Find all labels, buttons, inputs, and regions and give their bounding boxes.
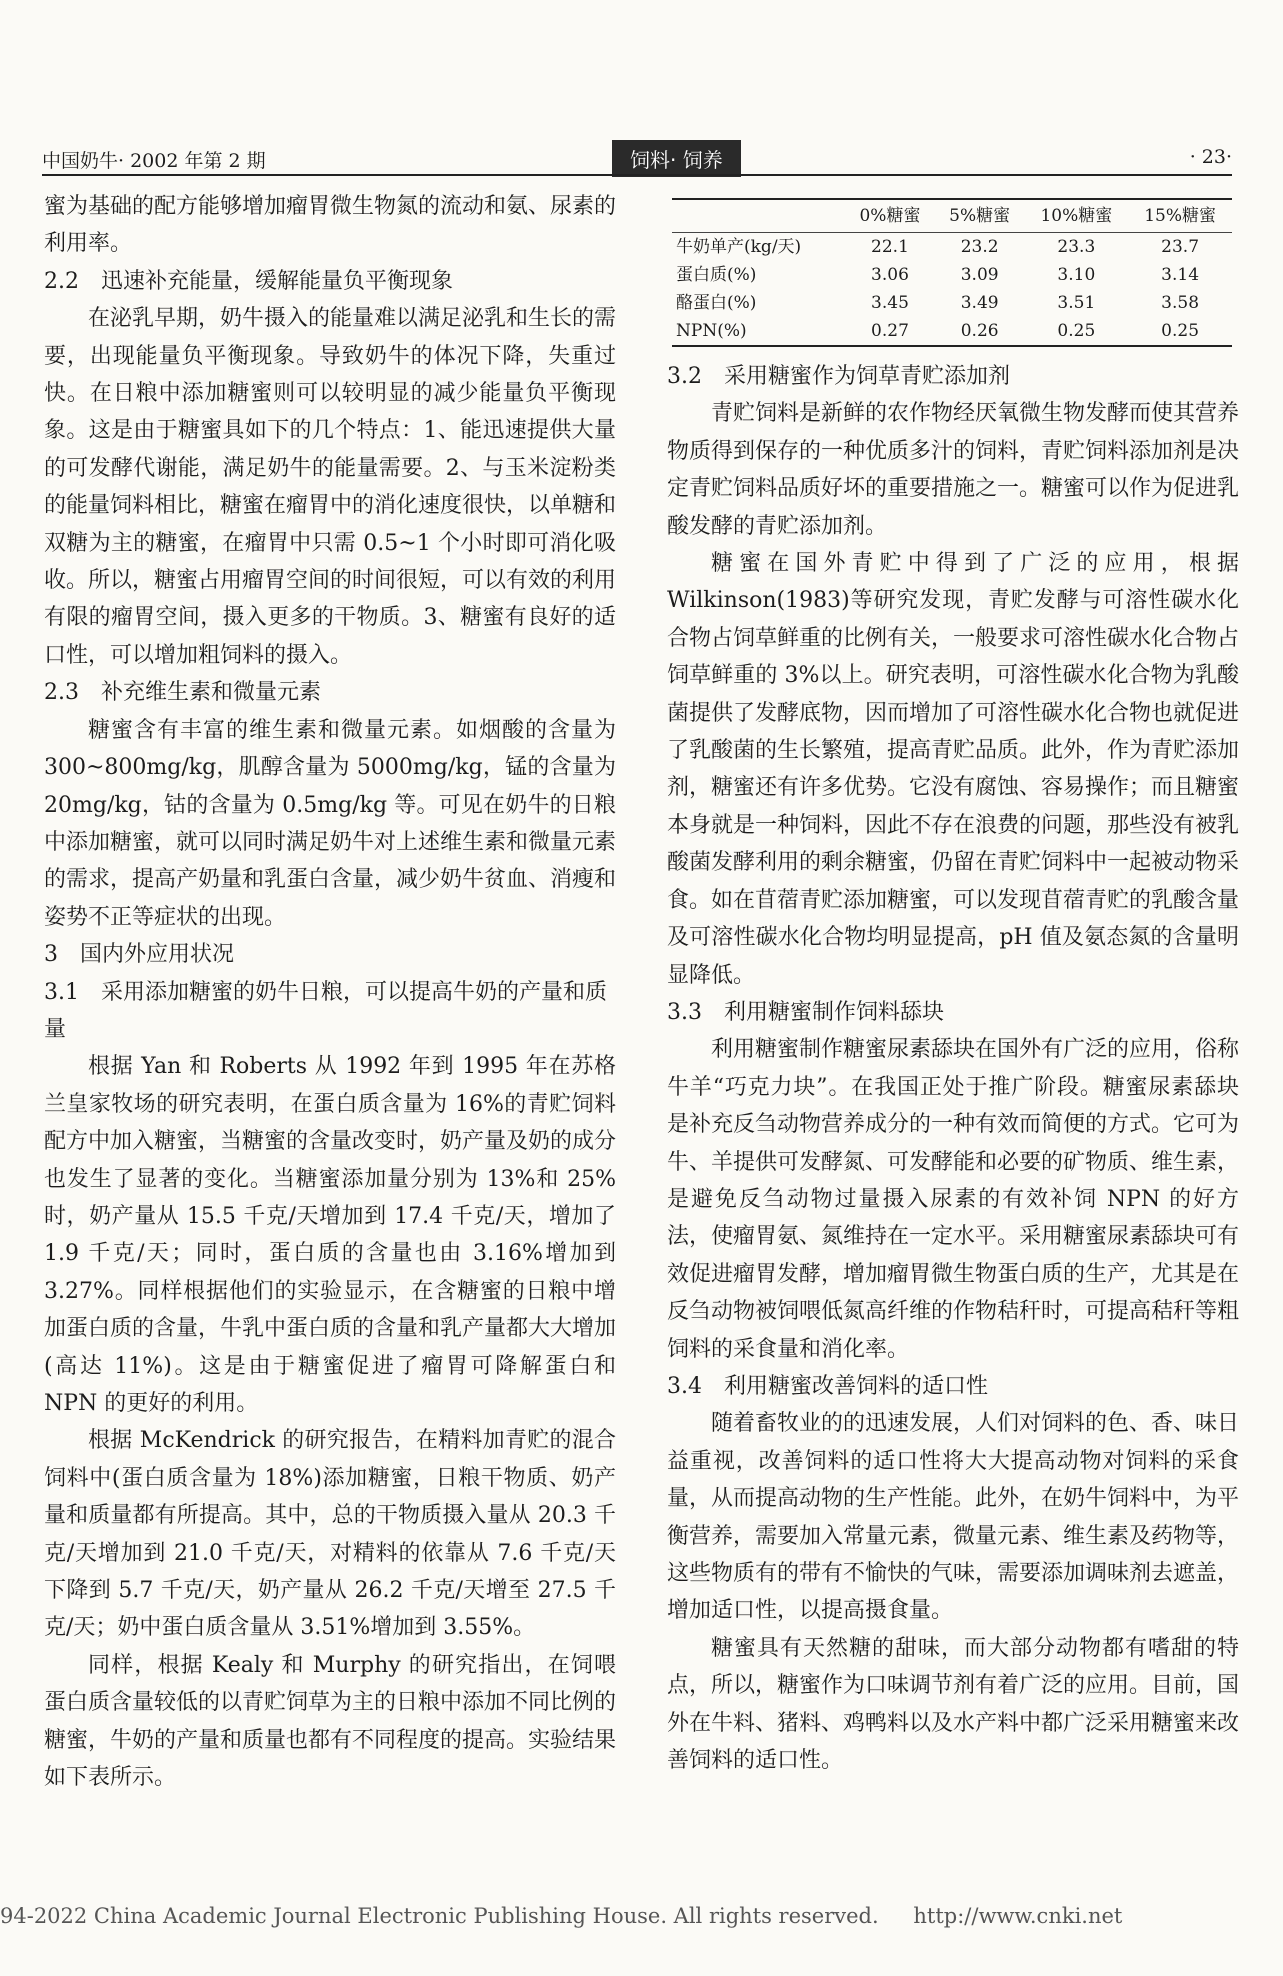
paragraph: 随着畜牧业的的迅速发展，人们对饲料的色、香、味日益重视，改善饲料的适口性将大大提高动物对饲料的采食量，从而提高动物的生产性能。此外，在奶牛饲料中，为平衡营养，需要加入常量元素，微量元素、维生素及药物等，这些物质有的带有不愉快的气味，需要添加调味剂去遮盖，增加适口性，以提高摄食量。 (667, 1411, 1240, 1624)
paragraph: 青贮饲料是新鲜的农作物经厌氧微生物发酵而使其营养物质得到保存的一种优质多汁的饲料，青贮饲料添加剂是决定青贮饲料品质好坏的重要措施之一。糖蜜可以作为促进乳酸发酵的青贮添加剂。 (667, 401, 1240, 539)
table-cell: 0.25 (1161, 321, 1200, 341)
section-heading: 3.1 采用添加糖蜜的奶牛日粮，可以提高牛奶的产量和质量 (44, 979, 607, 1042)
table-cell: 牛奶单产(kg/天) (676, 237, 802, 257)
table-cell: 蛋白质(%) (676, 265, 757, 285)
paragraph: 根据 McKendrick 的研究报告，在精料加青贮的混合饲料中(蛋白质含量为 18%)添加糖蜜，日粮干物质、奶产量和质量都有所提高。其中，总的干物质摄入量从 20.3 千克/天增加到 21.0 千克/天，对精料的依靠从 7.6 千克/天下降到 5.7 千克/天，奶产量从 26.2 千克/天增至 27.5 千克/天；奶中蛋白质含量从 3.51%增加到 3.55%。 (44, 1428, 616, 1641)
table-cell: 3.51 (1057, 293, 1096, 313)
paragraph: 在泌乳早期，奶牛摄入的能量难以满足泌乳和生长的需要，出现能量负平衡现象。导致奶牛的体况下降，失重过快。在日粮中添加糖蜜则可以较明显的减少能量负平衡现象。这是由于糖蜜具如下的几个特点：1、能迅速提供大量的可发酵代谢能，满足奶牛的能量需要。2、与玉米淀粉类的能量饲料相比，糖蜜在瘤胃中的消化速度很快，以单糖和双糖为主的糖蜜，在瘤胃中只需 0.5~1 个小时即可消化吸收。所以，糖蜜占用瘤胃空间的时间很短，可以有效的利用有限的瘤胃空间，摄入更多的干物质。3、糖蜜有良好的适口性，可以增加粗饲料的摄入。 (44, 306, 617, 668)
section-heading: 3.3 利用糖蜜制作饲料舔块 (667, 999, 944, 1025)
table-cell: 3.45 (871, 293, 909, 313)
table-cell: 23.2 (960, 237, 999, 257)
table-row (672, 317, 1232, 346)
table-cell: 0.26 (960, 321, 999, 341)
paragraph: 根据 Yan 和 Roberts 从 1992 年到 1995 年在苏格兰皇家牧场的研究表明，在蛋白质含量为 16%的青贮饲料配方中加入糖蜜，当糖蜜的含量改变时，奶产量及奶的成分也发生了显著的变化。当糖蜜添加量分别为 13%和 25%时，奶产量从 15.5 千克/天增加到 17.4 千克/天，增加了 1.9 千克/天；同时，蛋白质的含量也由 3.16%增加到 3.27%。同样根据他们的实验显示，在含糖蜜的日粮中增加蛋白质的含量，牛乳中蛋白质的含量和乳产量都大大增加(高达 11%)。这是由于糖蜜促进了瘤胃可降解蛋白和 NPN 的更好的利用。 (44, 1054, 617, 1416)
section-heading: 2.2 迅速补充能量，缓解能量负平衡现象 (44, 268, 453, 294)
table-header-cell: 0%糖蜜 (845, 199, 935, 233)
paragraph: 蜜为基础的配方能够增加瘤胃微生物氮的流动和氨、尿素的利用率。 (44, 194, 617, 257)
table-header-cell: 5%糖蜜 (935, 199, 1025, 233)
table-cell: 0.27 (871, 321, 909, 341)
page-header (42, 140, 1232, 180)
table-header-cell (672, 199, 845, 233)
table-cell: 酪蛋白(%) (676, 293, 757, 313)
table-header-cell: 10%糖蜜 (1024, 199, 1128, 233)
table-cell: 3.10 (1057, 265, 1096, 285)
section-heading: 3.2 采用糖蜜作为饲草青贮添加剂 (667, 364, 1010, 389)
left-column (44, 188, 616, 1796)
table-cell: 3.14 (1161, 265, 1200, 285)
paragraph: 糖蜜在国外青贮中得到了广泛的应用，根据 Wilkinson(1983)等研究发现，青贮发酵与可溶性碳水化合物占饲草鲜重的比例有关，一般要求可溶性碳水化合物占饲草鲜重的 3%以上。研究表明，可溶性碳水化合物为乳酸菌提供了发酵底物，因而增加了可溶性碳水化合物也就促进了乳酸菌的生长繁殖，提高青贮品质。此外，作为青贮添加剂，糖蜜还有许多优势。它没有腐蚀、容易操作；而且糖蜜本身就是一种饲料，因此不存在浪费的问题，那些没有被乳酸菌发酵利用的剩余糖蜜，仍留在青贮饲料中一起被动物采食。如在苜蓿青贮添加糖蜜，可以发现苜蓿青贮的乳酸含量及可溶性碳水化合物均明显提高，pH 值及氨态氮的含量明显降低。 (667, 551, 1240, 988)
table-row (672, 289, 1232, 317)
section-heading: 3 国内外应用状况 (44, 942, 234, 968)
journal-issue: 中国奶牛· 2002 年第 2 期 (42, 150, 266, 172)
page-number: · 23· (1189, 146, 1232, 168)
footer (0, 1904, 1122, 1928)
table-header-cell: 15%糖蜜 (1128, 199, 1232, 233)
table-cell: 3.58 (1161, 293, 1200, 313)
table-header-row (672, 199, 1232, 233)
footer-url: http://www.cnki.net (913, 1904, 1123, 1928)
header-rule (42, 174, 1232, 176)
table-cell: 23.3 (1057, 237, 1096, 257)
table-row (672, 261, 1232, 289)
table-cell: 3.49 (960, 293, 999, 313)
data-table (672, 198, 1232, 347)
paragraph: 同样，根据 Kealy 和 Murphy 的研究指出，在饲喂蛋白质含量较低的以青贮饲草为主的日粮中添加不同比例的糖蜜，牛奶的产量和质量也都有不同程度的提高。实验结果如下表所示。 (44, 1652, 617, 1791)
table-cell: NPN(%) (676, 321, 747, 341)
table-cell: 3.06 (871, 265, 909, 285)
paragraph: 利用糖蜜制作糖蜜尿素舔块在国外有广泛的应用，俗称牛羊“巧克力块”。在我国正处于推广阶段。糖蜜尿素舔块是补充反刍动物营养成分的一种有效而简便的方式。它可为牛、羊提供可发酵氮、可发酵能和必要的矿物质、维生素，是避免反刍动物过量摄入尿素的有效补饲 NPN 的好方法，使瘤胃氨、氮维持在一定水平。采用糖蜜尿素舔块可有效促进瘤胃发酵，增加瘤胃微生物蛋白质的生产，尤其是在反刍动物被饲喂低氮高纤维的作物秸秆时，可提高秸秆等粗饲料的采食量和消化率。 (667, 1037, 1240, 1362)
right-column (667, 358, 1239, 1779)
paragraph: 糖蜜含有丰富的维生素和微量元素。如烟酸的含量为 300~800mg/kg，肌醇含量为 5000mg/kg，锰的含量为 20mg/kg，钴的含量为 0.5mg/kg 等。可见在奶牛的日粮中添加糖蜜，就可以同时满足奶牛对上述维生素和微量元素的需求，提高产奶量和乳蛋白含量，减少奶牛贫血、消瘦和姿势不正等症状的出现。 (44, 717, 617, 930)
section-label: 饲料· 饲养 (612, 140, 741, 177)
paragraph: 糖蜜具有天然糖的甜味，而大部分动物都有嗜甜的特点，所以，糖蜜作为口味调节剂有着广泛的应用。目前，国外在牛料、猪料、鸡鸭料以及水产料中都广泛采用糖蜜来改善饲料的适口性。 (667, 1635, 1240, 1774)
table-cell: 0.25 (1057, 321, 1096, 341)
table-cell: 3.09 (960, 265, 999, 285)
table-row (672, 233, 1232, 262)
copyright-notice: 94-2022 China Academic Journal Electronic Publishing House. All rights reserved. (0, 1904, 879, 1928)
section-heading: 2.3 补充维生素和微量元素 (44, 680, 321, 706)
section-heading: 3.4 利用糖蜜改善饲料的适口性 (667, 1373, 988, 1399)
table-cell: 23.7 (1161, 237, 1200, 257)
table-cell: 22.1 (871, 237, 909, 257)
